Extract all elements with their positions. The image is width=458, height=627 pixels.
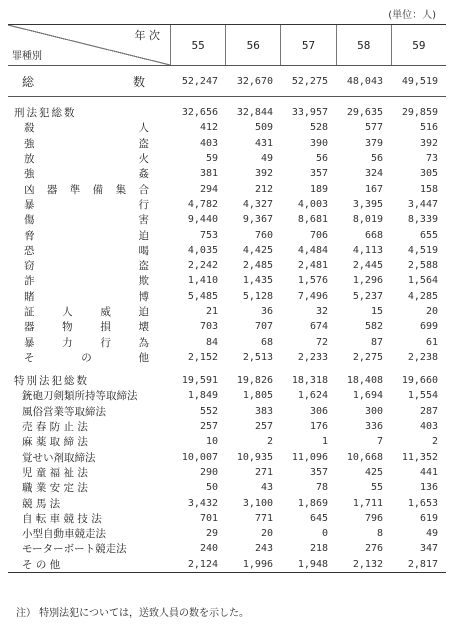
table-row xyxy=(8,373,446,388)
table-cell: 3,100 xyxy=(242,497,273,509)
table-cell: 2,124 xyxy=(187,558,218,570)
crime-type-header-label: 罪種別 xyxy=(12,51,42,62)
table-body xyxy=(8,105,446,572)
table-cell: 2,481 xyxy=(297,260,328,272)
table-cell: 240 xyxy=(199,543,218,555)
table-row xyxy=(8,526,446,541)
table-cell: 4,425 xyxy=(242,244,273,256)
table-cell: 336 xyxy=(364,421,383,433)
row-label: 競 馬 法 xyxy=(22,497,61,510)
table-cell: 29 xyxy=(205,528,218,540)
table-row xyxy=(8,404,446,419)
table-cell: 2,238 xyxy=(407,351,438,363)
table-cell: 2,242 xyxy=(187,260,218,272)
table-cell: 2,445 xyxy=(352,260,383,272)
table-cell: 5,237 xyxy=(352,290,383,302)
table-cell: 431 xyxy=(254,137,273,149)
row-label: 自 転 車 競 技 法 xyxy=(22,512,102,525)
table-cell: 1,576 xyxy=(297,275,328,287)
table-cell: 706 xyxy=(309,229,328,241)
table-cell: 0 xyxy=(321,528,328,540)
table-cell: 1,624 xyxy=(297,390,328,402)
table-cell: 19,826 xyxy=(236,375,273,387)
table-row xyxy=(8,319,446,334)
table-cell: 4,782 xyxy=(187,198,218,210)
table-cell: 300 xyxy=(364,405,383,417)
table-cell: 73 xyxy=(425,153,438,165)
year-header-label: 年 次 xyxy=(134,29,160,42)
row-label: 恐 喝 xyxy=(24,244,149,257)
table-row xyxy=(8,197,446,212)
table-cell: 7,496 xyxy=(297,290,328,302)
table-cell: 3,395 xyxy=(352,198,383,210)
table-cell: 49,519 xyxy=(401,75,438,87)
table-cell: 379 xyxy=(364,137,383,149)
row-label: 銃砲刀剣類所持等取締法 xyxy=(22,390,138,403)
table-cell: 10,007 xyxy=(181,451,218,463)
table-cell: 189 xyxy=(309,183,328,195)
table-cell: 1,711 xyxy=(352,497,383,509)
row-label: 傷 害 xyxy=(24,214,149,227)
table-cell: 577 xyxy=(364,122,383,134)
row-label: 職 業 安 定 法 xyxy=(22,482,88,495)
year-column-header: 56 xyxy=(226,25,281,65)
table-cell: 8,339 xyxy=(407,214,438,226)
table-cell: 2,132 xyxy=(352,558,383,570)
table-row xyxy=(8,465,446,480)
table-cell: 4,035 xyxy=(187,244,218,256)
unit-label: (単位：人) xyxy=(388,10,436,21)
table-cell: 2 xyxy=(431,436,438,448)
table-cell: 324 xyxy=(364,168,383,180)
table-cell: 645 xyxy=(309,512,328,524)
table-row xyxy=(8,181,446,196)
total-row-label: 総 数 xyxy=(22,74,145,89)
table-row xyxy=(8,511,446,526)
table-cell: 8,019 xyxy=(352,214,383,226)
table-cell: 2 xyxy=(266,436,273,448)
table-cell: 287 xyxy=(419,405,438,417)
table-cell: 2,588 xyxy=(407,260,438,272)
table-row xyxy=(8,151,446,166)
table-cell: 257 xyxy=(254,421,273,433)
table-cell: 1,410 xyxy=(187,275,218,287)
table-cell: 9,367 xyxy=(242,214,273,226)
table-cell: 52,247 xyxy=(181,75,218,87)
table-cell: 1,948 xyxy=(297,558,328,570)
row-label: 窃 盗 xyxy=(24,260,149,273)
table-cell: 4,327 xyxy=(242,198,273,210)
table-cell: 43 xyxy=(260,482,273,494)
table-row xyxy=(8,243,446,258)
table-cell: 32,670 xyxy=(236,75,273,87)
table-header xyxy=(8,25,446,66)
table-cell: 21 xyxy=(205,306,218,317)
table-row xyxy=(8,419,446,434)
table-cell: 10 xyxy=(205,436,218,448)
table-cell: 703 xyxy=(199,321,218,333)
table-cell: 403 xyxy=(419,421,438,433)
table-cell: 3,432 xyxy=(187,497,218,509)
table-cell: 4,113 xyxy=(352,244,383,256)
row-label: 賭 博 xyxy=(24,290,149,303)
table-cell: 271 xyxy=(254,466,273,478)
table-cell: 68 xyxy=(260,336,273,348)
table-cell: 357 xyxy=(309,466,328,478)
footnote: 注） 特別法犯については，送致人員の数を示した。 xyxy=(16,608,249,619)
table-cell: 136 xyxy=(419,482,438,494)
table-cell: 1,296 xyxy=(352,275,383,287)
table-cell: 4,003 xyxy=(297,198,328,210)
table-cell: 33,957 xyxy=(291,107,328,119)
table-cell: 1,564 xyxy=(407,275,438,287)
row-label: 児 童 福 祉 法 xyxy=(22,466,88,479)
row-label: 特別法犯総数 xyxy=(14,375,89,388)
row-label: 売 春 防 止 法 xyxy=(22,421,88,434)
table-cell: 1,694 xyxy=(352,390,383,402)
table-cell: 441 xyxy=(419,466,438,478)
table-cell: 158 xyxy=(419,183,438,195)
table-row xyxy=(8,227,446,242)
table-cell: 19,591 xyxy=(181,375,218,387)
table-cell: 619 xyxy=(419,512,438,524)
table-cell: 52,275 xyxy=(291,75,328,87)
table-cell: 347 xyxy=(419,543,438,555)
row-label: 刑法犯総数 xyxy=(14,107,77,120)
table-row xyxy=(8,212,446,227)
table-cell: 5,128 xyxy=(242,290,273,302)
table-cell: 528 xyxy=(309,122,328,134)
table-cell: 294 xyxy=(199,183,218,195)
table-cell: 305 xyxy=(419,168,438,180)
table-cell: 276 xyxy=(364,543,383,555)
row-label: 覚せい剤取締法 xyxy=(22,451,96,464)
table-row xyxy=(8,273,446,288)
row-label: 放 火 xyxy=(24,153,149,166)
table-cell: 5,485 xyxy=(187,290,218,302)
header-corner-cell xyxy=(8,25,171,65)
table-cell: 2,233 xyxy=(297,351,328,363)
table-cell: 87 xyxy=(370,336,383,348)
table-cell: 1,849 xyxy=(187,390,218,402)
table-row xyxy=(8,350,446,365)
table-cell: 10,668 xyxy=(346,451,383,463)
table-cell: 49 xyxy=(425,528,438,540)
statistics-table xyxy=(8,24,446,573)
table-row xyxy=(8,541,446,556)
row-label: 詐 欺 xyxy=(24,275,149,288)
year-column-header: 59 xyxy=(412,38,426,52)
table-cell: 9,440 xyxy=(187,214,218,226)
table-row xyxy=(8,434,446,449)
table-row xyxy=(8,136,446,151)
total-row xyxy=(8,66,446,97)
table-cell: 48,043 xyxy=(346,75,383,87)
table-cell: 357 xyxy=(309,168,328,180)
table-cell: 29,859 xyxy=(401,107,438,119)
table-cell: 290 xyxy=(199,466,218,478)
table-cell: 176 xyxy=(309,421,328,433)
table-row xyxy=(8,304,446,319)
table-cell: 15 xyxy=(370,306,383,317)
table-cell: 20 xyxy=(425,306,438,317)
row-label: 暴 力 行 為 xyxy=(24,336,149,349)
table-cell: 84 xyxy=(205,336,218,348)
table-cell: 707 xyxy=(254,321,273,333)
table-cell: 8 xyxy=(376,528,383,540)
table-cell: 4,484 xyxy=(297,244,328,256)
table-cell: 55 xyxy=(370,482,383,494)
table-cell: 167 xyxy=(364,183,383,195)
table-cell: 668 xyxy=(364,229,383,241)
table-cell: 212 xyxy=(254,183,273,195)
table-cell: 61 xyxy=(425,336,438,348)
table-cell: 381 xyxy=(199,168,218,180)
table-row xyxy=(8,388,446,403)
table-cell: 32,844 xyxy=(236,107,273,119)
row-label: 器 物 損 壊 xyxy=(24,321,149,334)
table-row xyxy=(8,495,446,510)
row-label: 小型自動車競走法 xyxy=(22,528,106,541)
table-cell: 392 xyxy=(254,168,273,180)
table-cell: 218 xyxy=(309,543,328,555)
table-cell: 1 xyxy=(321,436,328,448)
table-cell: 1,435 xyxy=(242,275,273,287)
table-cell: 2,485 xyxy=(242,260,273,272)
table-cell: 49 xyxy=(260,153,273,165)
table-cell: 2,513 xyxy=(242,351,273,363)
table-cell: 36 xyxy=(260,306,273,317)
table-cell: 4,519 xyxy=(407,244,438,256)
table-cell: 11,352 xyxy=(401,451,438,463)
table-cell: 509 xyxy=(254,122,273,134)
table-cell: 753 xyxy=(199,229,218,241)
table-cell: 771 xyxy=(254,512,273,524)
table-cell: 306 xyxy=(309,405,328,417)
row-label: 凶 器 準 備 集 合 xyxy=(24,183,149,196)
table-cell: 32 xyxy=(315,306,328,317)
table-cell: 18,408 xyxy=(346,375,383,387)
table-cell: 760 xyxy=(254,229,273,241)
table-row xyxy=(8,105,446,120)
row-label: そ の 他 xyxy=(24,351,149,364)
table-cell: 50 xyxy=(205,482,218,494)
table-row xyxy=(8,334,446,349)
table-row xyxy=(8,557,446,572)
table-row xyxy=(8,258,446,273)
table-cell: 1,554 xyxy=(407,390,438,402)
row-label: 殺 人 xyxy=(24,122,149,135)
table-cell: 243 xyxy=(254,543,273,555)
table-cell: 1,653 xyxy=(407,497,438,509)
table-cell: 516 xyxy=(419,122,438,134)
table-cell: 4,285 xyxy=(407,290,438,302)
table-cell: 2,152 xyxy=(187,351,218,363)
table-cell: 392 xyxy=(419,137,438,149)
row-label: そ の 他 xyxy=(22,558,61,571)
row-label: 強 姦 xyxy=(24,168,149,181)
table-cell: 20 xyxy=(260,528,273,540)
table-cell: 72 xyxy=(315,336,328,348)
table-cell: 655 xyxy=(419,229,438,241)
table-cell: 1,996 xyxy=(242,558,273,570)
year-column-header: 55 xyxy=(171,25,226,65)
table-cell: 383 xyxy=(254,405,273,417)
table-cell: 8,681 xyxy=(297,214,328,226)
table-cell: 78 xyxy=(315,482,328,494)
table-row xyxy=(8,166,446,181)
table-cell: 10,935 xyxy=(236,451,273,463)
table-cell: 11,096 xyxy=(291,451,328,463)
table-cell: 56 xyxy=(370,153,383,165)
table-cell: 29,635 xyxy=(346,107,383,119)
row-label: 麻 薬 取 締 法 xyxy=(22,436,88,449)
table-cell: 257 xyxy=(199,421,218,433)
row-label: 証 人 威 迫 xyxy=(24,306,149,318)
table-cell: 390 xyxy=(309,137,328,149)
table-cell: 32,656 xyxy=(181,107,218,119)
table-cell: 403 xyxy=(199,137,218,149)
table-cell: 3,447 xyxy=(407,198,438,210)
table-cell: 552 xyxy=(199,405,218,417)
row-label: モーターボート競走法 xyxy=(22,543,127,556)
table-cell: 425 xyxy=(364,466,383,478)
table-cell: 7 xyxy=(376,436,383,448)
table-cell: 1,869 xyxy=(297,497,328,509)
table-cell: 1,805 xyxy=(242,390,273,402)
table-cell: 582 xyxy=(364,321,383,333)
table-cell: 674 xyxy=(309,321,328,333)
year-column-header: 57 xyxy=(281,25,336,65)
row-label: 強 盗 xyxy=(24,137,149,150)
table-cell: 699 xyxy=(419,321,438,333)
table-row xyxy=(8,450,446,465)
row-label: 脅 迫 xyxy=(24,229,149,242)
table-cell: 796 xyxy=(364,512,383,524)
row-label: 風俗営業等取締法 xyxy=(22,405,106,418)
table-row xyxy=(8,120,446,135)
year-column-header: 58 xyxy=(337,25,392,65)
table-cell: 56 xyxy=(315,153,328,165)
table-cell: 59 xyxy=(205,153,218,165)
table-cell: 701 xyxy=(199,512,218,524)
table-cell: 2,817 xyxy=(407,558,438,570)
table-cell: 18,318 xyxy=(291,375,328,387)
table-cell: 2,275 xyxy=(352,351,383,363)
table-row xyxy=(8,480,446,495)
row-label: 暴 行 xyxy=(24,198,149,211)
table-cell: 19,660 xyxy=(401,375,438,387)
table-cell: 412 xyxy=(199,122,218,134)
table-row xyxy=(8,289,446,304)
